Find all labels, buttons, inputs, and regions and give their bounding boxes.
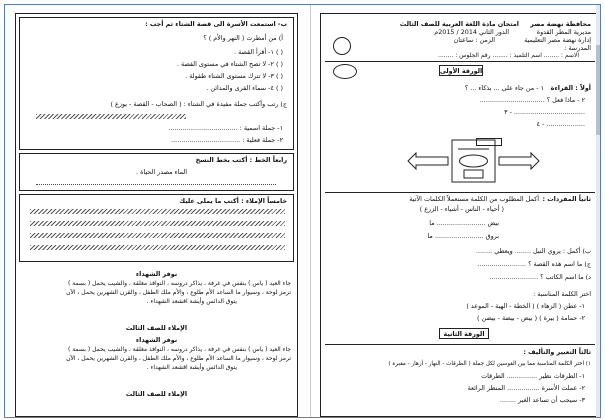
listening-line-4: ( ) ٣- لا تترك مستوى الشتاء طفولة . [185,72,283,80]
story-title-1: نوفر الشهداء [135,270,178,278]
header-line-1: محافظة نهضة مصر [530,20,591,28]
listening-line-2: ( ) ١- أقرأ القصة . [234,48,283,56]
paper-two-label: الورقة الثانية [443,330,485,338]
question-a: ب) أكمل : يروي النيل ........ ويعطي ........ [475,247,591,255]
left-arrow [408,153,448,169]
choose-item-1: ١- عطن ( الزهاء ) ( الخطة - الهية - الموعد ) [466,302,585,310]
listening-line-1: أ) من أمطرت ( النهر والأم ) ؟ [203,34,283,42]
paper-one-label: الورقة الأولى [439,67,483,75]
dictation-line-4 [30,245,285,250]
vocab-words: ( أحياء - الناس - أشياء - الزرع ) [419,205,504,213]
grade-caption-1: الإملاء للصف الثالث [125,324,188,332]
header-line-3: إدارة نهضة مصر التعليمية [524,36,591,44]
expression-title: ثالثاً التعبير والتأليف : [523,348,591,356]
header-line-4: المدرسة : [564,44,591,52]
listening-line-8: ٢- جملة فعلية : .................................. [171,136,283,144]
section-divider-2 [325,344,595,345]
name-line: الاسم : ........ اسم التلميذ : ........ رقم الجلوس : ........ [438,52,579,59]
story-title-2: نوفر الشهداء [135,336,178,344]
page-divider [310,5,311,417]
center-oval [460,155,488,167]
diagram-top-label-box [476,138,502,146]
reading-line-4: ٤ - ................... [536,120,585,128]
vocab-instruction: أكمل المطلوب من الكلمة مستعملاً الكلمات الآتية [409,195,539,203]
dictation-line-3 [30,233,285,238]
reading-line-1: ١ - من جاء على ... بذكاء ... ؟ [464,84,544,92]
writing-text: الماء مصدر الحياة . [136,168,187,176]
listening-title: ب- استمعت الأسرة الى قصة الشتاء ثم أجب : [145,20,287,28]
dictation-line-1 [30,209,285,214]
bottom-box [464,170,483,178]
expression-line-1: ١) اختر الكلمة المناسبة مما بين القوسين لكل جملة ( الطرقات - النهار - أزهار - مقبرة ) [388,361,591,367]
listening-line-3: ( ) ٢- لا تصح الشتاء في مستوى القصة . [176,60,283,68]
right-page [320,13,600,417]
question-c: د) ما اسم الكاتب ؟ ........................ [489,273,591,281]
handwriting-line [36,114,186,119]
vocab-title: ثانياً المفردات : [542,195,591,203]
header-divider [325,61,595,62]
dictation-line-2 [30,221,285,226]
time-line: الزمن : ساعتان [453,36,495,44]
reading-title: أولاً : القراءة [550,84,591,92]
reading-line-2: ٢ - ماذا فعل ؟ ................................ [479,96,585,104]
story-2-line-1: جاء العيد ( ياس ) بنفس في غرفة ، يذاكر دروسه ، النوافذ مغلقة ، والشيب يحمل ( بسمة ) [67,346,291,353]
section-divider-1 [325,192,595,193]
expression-line-2: ١- الطرقات نظير ............... الطرقات [481,372,585,380]
listening-line-7: ١- جملة اسمية : .................................. [168,124,283,132]
story-2-line-3: يتوق الدائس وأيشة اقشعد الشهداء . [146,364,237,371]
vocab-line-1: بيض ........................ ما [429,219,499,227]
expression-line-4: ٣- سيجب أن تساعد الغير ........ [499,396,585,404]
story-1-line-1: جاء العيد ( ياس ) بنفس في غرفة ، يذاكر دروسه ، النوافذ مغلقة ، والشيب يحمل ( بسمة ) [67,280,291,287]
header-line-2: مديرية المطر القدوة [536,28,591,36]
word-diagram [406,136,541,186]
expression-line-3: ٢- عملت الأسرة ................ المنظر الرائعة [467,384,585,392]
score-circle [333,37,351,55]
question-choose: اختر الكلمة المناسبة : [533,290,591,298]
term-line: الدور الثاني 2014 / 2015م [434,28,509,36]
story-1-line-3: يتوق الدائس وأيشة اقشعد الشهداء . [146,298,237,305]
exam-title: امتحان مادة اللغة العربية للصف الثالث [399,20,519,28]
story-1-line-2: ترمز لوحة ، وسيوار ما الساعد الأم طلوع ، والأم ملك الطفل ، والقرن الشهرين يحمل ، الآن [66,289,291,296]
listening-line-5: ( ) ٤- سماء القرى والمدائن . [206,84,283,92]
writing-line [36,184,276,185]
reading-line-3: ٣ - ................................... [504,108,585,116]
document-viewer [4,4,601,418]
writing-title: رابعاً الخط : أكتب بخط النسخ [195,156,287,164]
grade-caption-2: الإملاء للصف الثالث [125,390,188,398]
listening-line-6: ج) رتب وأكتب جملة مفيدة في الشتاء : ( الصحاب - القصة - يوزع ) [110,100,287,108]
right-arrow [499,153,539,169]
score-oval [333,64,357,79]
story-2-line-2: ترمز لوحة ، وسيوار ما الساعد الأم طلوع ، والأم ملك الطفل ، والقرن الشهرين يحمل ، الآن [66,355,291,362]
dictation-title: خامساً الإملاء : أكتب ما يملى عليك [179,197,287,205]
choose-item-2: ٢- حمامة ( بيرة ) ( بيض - بيضة - بيضن ) [476,314,585,322]
question-b: ج) ما اسم هذه القصة ؟ ........................ [477,260,591,268]
scrollbar-thumb[interactable] [596,45,600,135]
vocab-line-2: بروق ........................ ما [427,232,499,240]
left-page [15,13,298,417]
